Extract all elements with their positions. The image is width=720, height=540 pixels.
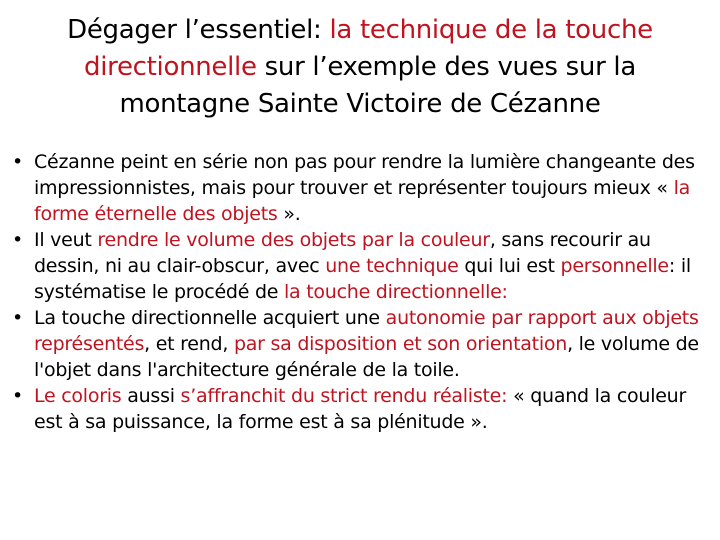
bullet-4-text-1: aussi [121, 385, 181, 407]
bullet-2-text-4: : il systématise le procédé de [34, 255, 691, 303]
bullet-1-text-1: Cézanne peint en série non pas pour rendre la lumière changeante des impressionnistes, mais pour trouver et représenter toujours mieux « [34, 151, 695, 199]
bullet-marker: • [12, 229, 23, 251]
bullet-marker: • [12, 385, 23, 407]
bullet-2-highlight-3: personnelle [560, 255, 669, 277]
bullet-marker: • [12, 151, 23, 173]
bullet-item-1 [12, 149, 712, 227]
title-part-3: sur l’exemple des vues sur la montagne Sainte Victoire de Cézanne [119, 52, 636, 119]
bullet-2-text-2: , sans recourir au dessin, ni au clair-obscur, avec [34, 229, 651, 277]
bullet-3-text-2: , et rend, [144, 333, 234, 355]
title-part-2-highlight: la technique de la touche directionnelle [84, 15, 653, 82]
bullet-item-3 [12, 305, 712, 383]
bullet-2-highlight-1: rendre le volume des objets par la couleur [97, 229, 490, 251]
bullet-3-highlight-2: par sa disposition et son orientation [233, 333, 568, 355]
bullet-item-2 [12, 227, 712, 305]
bullet-1-text-2: ». [277, 203, 301, 225]
bullet-2-text-3: qui lui est [458, 255, 561, 277]
bullet-4-highlight-1: Le coloris [34, 385, 122, 407]
bullet-item-4 [12, 383, 712, 435]
bullet-3-highlight-1: autonomie par rapport aux objets représentés [34, 307, 699, 355]
bullet-marker: • [12, 307, 23, 329]
bullet-2-highlight-2: une technique [325, 255, 459, 277]
bullet-3-text-1: La touche directionnelle acquiert une [34, 307, 386, 329]
bullet-list [12, 149, 712, 435]
bullet-2-text-1: Il veut [34, 229, 98, 251]
bullet-2-highlight-4: la touche directionnelle: [284, 281, 508, 303]
bullet-4-highlight-2: s’affranchit du strict rendu réaliste: [180, 385, 508, 407]
bullet-3-text-3: , le volume de l'objet dans l'architecture générale de la toile. [34, 333, 699, 381]
slide-title [20, 12, 700, 123]
bullet-1-highlight-1: la forme éternelle des objets [34, 177, 690, 225]
title-part-1: Dégager l’essentiel: [67, 15, 330, 45]
bullet-4-text-2: « quand la couleur est à sa puissance, la forme est à sa plénitude ». [34, 385, 687, 433]
